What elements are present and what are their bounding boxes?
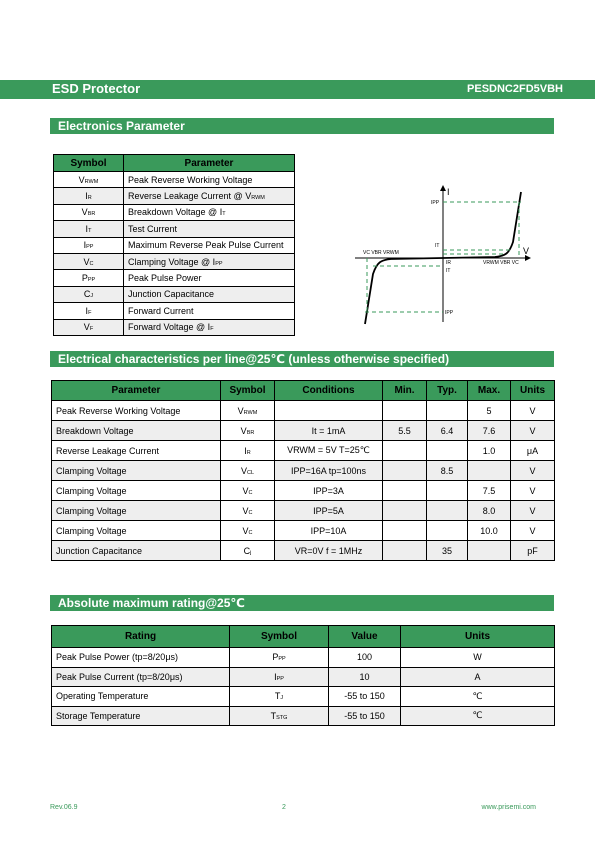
symbol-cell: [221, 501, 275, 521]
typ-cell: [427, 401, 468, 421]
ipp-bottom-label: IPP: [445, 310, 454, 316]
parameter-cell: [124, 237, 295, 253]
symbol-subscript: PP: [86, 244, 94, 251]
symbol-letter: I: [83, 240, 87, 251]
table-row: [52, 441, 555, 461]
parameter-subscript: T: [222, 211, 226, 218]
table-row: [54, 270, 295, 286]
min-cell: [383, 481, 427, 501]
symbol-cell: [54, 221, 124, 237]
symbol-cell: [221, 521, 275, 541]
footer-revision: Rev.06.9: [50, 804, 78, 811]
symbol-letter: V: [81, 207, 88, 218]
symbol-letter: V: [78, 174, 85, 185]
value-cell: [329, 667, 401, 687]
symbol-subscript: F: [89, 326, 94, 333]
iv-characteristic-diagram: [355, 180, 535, 330]
v-left-labels: VC VBR VRWM: [363, 250, 399, 256]
value-text: -55 to 150: [344, 691, 385, 702]
symbol-subscript: PP: [278, 656, 286, 663]
unit-cell: [401, 687, 555, 707]
rating-cell: [52, 667, 230, 687]
min-cell: [383, 501, 427, 521]
symbol-letter: I: [274, 671, 277, 682]
max-value: 1.0: [482, 445, 496, 456]
column-header: Max.: [468, 381, 511, 401]
rating-text: Peak Pulse Current (tp=8/20μs): [56, 671, 183, 682]
symbol-subscript: R: [87, 195, 92, 202]
parameter-cell: [52, 401, 221, 421]
cond-value: IPP=16A tp=100ns: [290, 465, 367, 476]
symbol-cell: [230, 706, 329, 726]
symbol-letter: V: [240, 465, 247, 476]
table-row: [52, 421, 555, 441]
symbol-cell: [221, 441, 275, 461]
unit-cell: [511, 521, 555, 541]
section-electrical-characteristics: [50, 351, 554, 367]
symbol-subscript: J: [90, 293, 94, 300]
typ-value: 6.4: [440, 425, 454, 436]
typ-cell: [427, 481, 468, 501]
column-header: Parameter: [124, 155, 295, 172]
min-cell: [383, 441, 427, 461]
unit-cell: [511, 481, 555, 501]
symbol-cell: [221, 481, 275, 501]
min-cell: [383, 461, 427, 481]
parameter-table: [53, 154, 295, 336]
i-axis-label: I: [447, 187, 450, 197]
parameter-cell: [124, 204, 295, 220]
parameter-text: Clamping Voltage @ I: [128, 256, 216, 267]
unit-value: V: [529, 505, 536, 516]
min-cell: [383, 401, 427, 421]
rating-text: Operating Temperature: [56, 691, 149, 702]
max-value: 7.5: [482, 485, 496, 496]
rating-cell: [52, 706, 230, 726]
symbol-letter: C: [243, 545, 251, 556]
parameter-cell: [52, 481, 221, 501]
typ-cell: [427, 541, 468, 561]
cond-cell: [275, 501, 383, 521]
unit-cell: [511, 461, 555, 481]
parameter-text: Test Current: [128, 223, 178, 234]
symbol-subscript: CL: [246, 469, 255, 476]
cond-cell: [275, 481, 383, 501]
symbol-cell: [54, 204, 124, 220]
symbol-letter: V: [242, 525, 249, 536]
parameter-subscript: PP: [215, 260, 223, 267]
rating-cell: [52, 648, 230, 668]
symbol-letter: T: [270, 710, 277, 721]
parameter-text: Breakdown Voltage: [56, 425, 134, 436]
symbol-letter: V: [240, 425, 247, 436]
typ-value: 8.5: [440, 465, 454, 476]
cond-value: VR=0V f = 1MHz: [294, 545, 363, 556]
parameter-cell: [124, 303, 295, 319]
typ-cell: [427, 521, 468, 541]
parameter-cell: [124, 319, 295, 335]
column-header: Symbol: [54, 155, 124, 172]
parameter-text: Maximum Reverse Peak Pulse Current: [128, 240, 284, 251]
rating-text: Storage Temperature: [56, 710, 141, 721]
parameter-cell: [52, 521, 221, 541]
symbol-letter: I: [85, 223, 89, 234]
min-value: 5.5: [398, 425, 411, 436]
value-cell: [329, 687, 401, 707]
table-row: [54, 286, 295, 302]
max-value: 10.0: [480, 525, 498, 536]
symbol-subscript: PP: [276, 675, 284, 682]
symbol-cell: [221, 401, 275, 421]
symbol-letter: V: [242, 505, 249, 516]
footer-page-number: 2: [282, 804, 286, 811]
symbol-letter: V: [83, 256, 90, 267]
cond-cell: [275, 441, 383, 461]
max-value: 8.0: [482, 505, 496, 516]
parameter-cell: [52, 501, 221, 521]
value-text: 100: [356, 652, 373, 663]
unit-value: V: [529, 425, 536, 436]
parameter-cell: [124, 188, 295, 204]
symbol-letter: P: [81, 273, 88, 284]
parameter-text: Forward Current: [128, 305, 194, 316]
parameter-cell: [52, 461, 221, 481]
symbol-letter: T: [274, 691, 281, 702]
table-row: [52, 461, 555, 481]
unit-text: ℃: [472, 710, 483, 721]
symbol-cell: [54, 319, 124, 335]
v-axis-label: V: [523, 246, 530, 256]
parameter-cell: [124, 270, 295, 286]
parameter-cell: [124, 253, 295, 269]
unit-value: pF: [527, 545, 538, 556]
unit-value: μA: [526, 445, 539, 456]
unit-cell: [511, 501, 555, 521]
parameter-subscript: F: [210, 326, 214, 333]
parameter-text: Peak Reverse Working Voltage: [56, 405, 181, 416]
max-cell: [468, 401, 511, 421]
max-value: 5: [486, 405, 492, 416]
symbol-subscript: C: [248, 529, 253, 536]
column-header: Units: [401, 626, 555, 648]
section-title: Electrical characteristics per line@25℃ (unless otherwise specified): [58, 352, 450, 366]
cond-cell: [275, 421, 383, 441]
cond-value: It = 1mA: [311, 425, 346, 436]
parameter-text: Clamping Voltage: [56, 465, 127, 476]
typ-cell: [427, 421, 468, 441]
symbol-cell: [54, 253, 124, 269]
table-row: [54, 188, 295, 204]
column-header: Conditions: [275, 381, 383, 401]
symbol-subscript: J: [280, 695, 284, 702]
table-row: [52, 667, 555, 687]
value-cell: [329, 648, 401, 668]
parameter-subscript: RWM: [251, 195, 265, 202]
table-row: [54, 172, 295, 188]
cond-cell: [275, 461, 383, 481]
absolute-maximum-table: [51, 625, 555, 726]
symbol-cell: [54, 188, 124, 204]
value-text: -55 to 150: [344, 710, 385, 721]
symbol-subscript: BR: [246, 429, 255, 436]
symbol-cell: [54, 303, 124, 319]
table-row: [54, 204, 295, 220]
table-row: [52, 401, 555, 421]
symbol-letter: V: [237, 405, 244, 416]
table-row: [52, 481, 555, 501]
column-header: Typ.: [427, 381, 468, 401]
table-row: [52, 648, 555, 668]
parameter-text: Peak Pulse Power: [128, 273, 202, 284]
min-cell: [383, 541, 427, 561]
cond-value: IPP=10A: [310, 525, 347, 536]
min-cell: [383, 521, 427, 541]
unit-value: V: [529, 485, 536, 496]
unit-cell: [511, 401, 555, 421]
parameter-text: Junction Capacitance: [128, 289, 215, 300]
cond-cell: [275, 401, 383, 421]
min-cell: [383, 421, 427, 441]
max-cell: [468, 541, 511, 561]
unit-value: V: [529, 405, 536, 416]
section-title: Absolute maximum rating@25℃: [58, 596, 245, 610]
unit-text: W: [473, 652, 482, 663]
unit-cell: [511, 441, 555, 461]
footer-website-link[interactable]: www.prisemi.com: [481, 804, 536, 811]
symbol-subscript: F: [88, 309, 92, 316]
parameter-text: Reverse Leakage Current @ V: [128, 191, 252, 202]
section-title: Electronics Parameter: [58, 119, 185, 133]
column-header: Symbol: [230, 626, 329, 648]
column-header: Parameter: [52, 381, 221, 401]
symbol-cell: [230, 667, 329, 687]
table-row: [54, 319, 295, 335]
ir-label: IR: [446, 260, 451, 266]
table-row: [54, 221, 295, 237]
table-row: [52, 521, 555, 541]
column-header: Rating: [52, 626, 230, 648]
value-text: 10: [359, 671, 370, 682]
symbol-cell: [221, 421, 275, 441]
symbol-letter: P: [272, 652, 279, 663]
section-absolute-maximum-rating: [50, 595, 554, 611]
typ-value: 35: [441, 545, 452, 556]
column-header: Value: [329, 626, 401, 648]
column-header: Units: [511, 381, 555, 401]
table-row: [52, 541, 555, 561]
symbol-cell: [54, 270, 124, 286]
part-number: PESDNC2FD5VBH: [467, 83, 563, 95]
typ-cell: [427, 461, 468, 481]
symbol-letter: V: [242, 485, 249, 496]
it-label: IT: [435, 243, 440, 249]
parameter-cell: [124, 172, 295, 188]
unit-value: V: [529, 525, 536, 536]
iv-curve-left: [365, 258, 443, 324]
symbol-cell: [54, 237, 124, 253]
column-header: Symbol: [221, 381, 275, 401]
cond-value: VRWM = 5V T=25℃: [287, 445, 370, 455]
unit-cell: [511, 541, 555, 561]
symbol-letter: I: [244, 445, 247, 456]
max-cell: [468, 521, 511, 541]
parameter-cell: [124, 286, 295, 302]
value-cell: [329, 706, 401, 726]
symbol-letter: I: [85, 191, 88, 202]
cond-cell: [275, 541, 383, 561]
symbol-subscript: R: [246, 449, 251, 456]
parameter-cell: [52, 421, 221, 441]
column-header: Min.: [383, 381, 427, 401]
parameter-text: Reverse Leakage Current: [56, 445, 160, 456]
unit-cell: [401, 667, 555, 687]
table-row: [52, 687, 555, 707]
symbol-subscript: C: [89, 260, 94, 267]
symbol-cell: [221, 541, 275, 561]
table-row: [52, 501, 555, 521]
unit-text: ℃: [472, 690, 483, 701]
rating-cell: [52, 687, 230, 707]
max-cell: [468, 481, 511, 501]
document-title: ESD Protector: [52, 81, 141, 96]
table-row: [52, 706, 555, 726]
symbol-subscript: BR: [87, 211, 96, 218]
parameter-cell: [52, 541, 221, 561]
symbol-subscript: j: [250, 549, 252, 556]
it-left-label: IT: [446, 268, 451, 274]
unit-cell: [511, 421, 555, 441]
table-row: [54, 303, 295, 319]
table-row: [54, 253, 295, 269]
symbol-letter: V: [83, 322, 90, 333]
symbol-cell: [230, 687, 329, 707]
parameter-text: Junction Capacitance: [56, 545, 143, 556]
symbol-letter: C: [83, 289, 91, 300]
symbol-subscript: T: [88, 227, 92, 234]
parameter-text: Clamping Voltage: [56, 505, 127, 516]
parameter-cell: [52, 441, 221, 461]
v-right-labels: VRWM VBR VC: [483, 260, 519, 266]
unit-cell: [401, 706, 555, 726]
cond-value: IPP=3A: [313, 485, 344, 496]
symbol-subscript: STG: [276, 714, 288, 721]
parameter-text: Clamping Voltage: [56, 485, 127, 496]
symbol-cell: [230, 648, 329, 668]
symbol-subscript: RWM: [84, 178, 99, 185]
symbol-cell: [54, 172, 124, 188]
table-row: [54, 237, 295, 253]
symbol-subscript: C: [248, 489, 253, 496]
max-cell: [468, 421, 511, 441]
symbol-subscript: PP: [87, 277, 96, 284]
section-electronics-parameter: [50, 118, 554, 134]
typ-cell: [427, 441, 468, 461]
symbol-subscript: RWM: [243, 409, 258, 416]
unit-cell: [401, 648, 555, 668]
max-value: 7.6: [482, 425, 496, 436]
parameter-text: Forward Voltage @ I: [128, 322, 211, 333]
typ-cell: [427, 501, 468, 521]
symbol-subscript: C: [248, 509, 253, 516]
rating-text: Peak Pulse Power (tp=8/20μs): [56, 652, 178, 663]
ipp-top-label: IPP: [431, 200, 440, 206]
max-cell: [468, 441, 511, 461]
max-cell: [468, 461, 511, 481]
parameter-text: Clamping Voltage: [56, 525, 127, 536]
symbol-letter: I: [85, 305, 89, 316]
electrical-characteristics-table: [51, 380, 555, 561]
parameter-text: Breakdown Voltage @ I: [128, 207, 223, 218]
document-header-bar: [0, 80, 595, 99]
symbol-cell: [54, 286, 124, 302]
cond-cell: [275, 521, 383, 541]
symbol-cell: [221, 461, 275, 481]
parameter-cell: [124, 221, 295, 237]
unit-text: A: [474, 671, 481, 682]
unit-value: V: [529, 465, 536, 476]
parameter-text: Peak Reverse Working Voltage: [128, 174, 253, 185]
cond-value: IPP=5A: [313, 505, 344, 516]
max-cell: [468, 501, 511, 521]
